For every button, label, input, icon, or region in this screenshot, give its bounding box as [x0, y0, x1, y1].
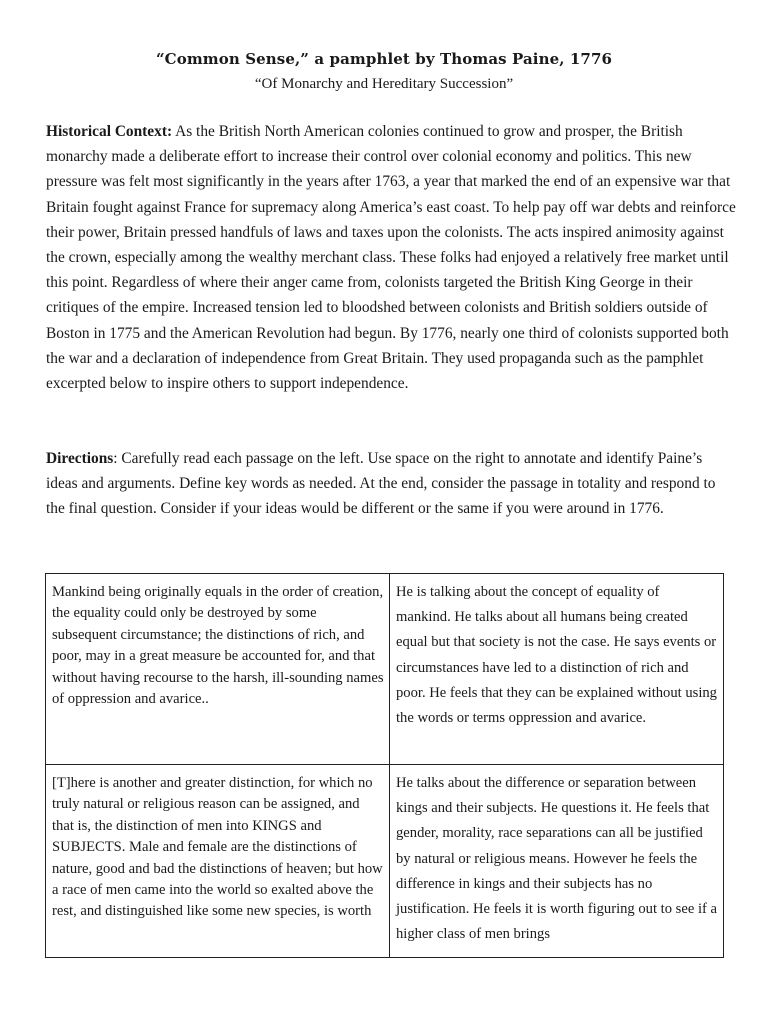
annotation-table — [45, 573, 724, 958]
historical-context-label: Historical Context: — [46, 123, 173, 140]
table-row — [46, 574, 724, 765]
annotation-text: He is talking about the concept of equality of mankind. He talks about all humans being created equal but that society is not the case. He says events or circumstances have led to a distinction of rich and poor. He feels that they can be explained without using the words or terms oppression and avarice. — [396, 584, 717, 727]
historical-context-text: As the British North American colonies continued to grow and prosper, the British monarchy made a deliberate effort to increase their control over colonial economy and politics. This new pressure was felt most significantly in the years after 1763, a year that marked the end of an expensive war that Britain fought against France for supremacy along America’s east coast. To help pay off war debts and reinforce their power, Britain pressed handfuls of laws and taxes upon the colonists. The acts inspired animosity against the crown, especially among the wealthy merchant class. These folks had enjoyed a relatively free market until this point. Regardless of where their anger came from, colonists targeted the British King George in their critiques of the empire. Increased tension led to bloodshed between colonists and British soldiers outside of Boston in 1775 and the American Revolution had begun. By 1776, nearly one third of colonists supported both the war and a declaration of independence from Great Britain. They used propaganda such as the pamphlet excerpted below to inspire others to support independence. — [46, 123, 736, 393]
annotation-text: He talks about the difference or separation between kings and their subjects. He questions it. He feels that gender, morality, race separations can all be justified by natural or religious means. However he feels the difference in kings and their subjects has no justification. He feels it is worth figuring out to see if a higher class of men brings — [396, 775, 717, 943]
historical-context-paragraph — [46, 119, 736, 396]
annotation-cell[interactable] — [390, 574, 724, 765]
document-title: “Common Sense,” a pamphlet by Thomas Paine, 1776 — [155, 50, 613, 68]
passage-cell — [46, 574, 390, 765]
passage-cell — [46, 765, 390, 958]
passage-text: Mankind being originally equals in the order of creation, the equality could only be destroyed by some subsequent circumstance; the distinctions of rich, and poor, may in a great measure be accounted for, and that without having recourse to the harsh, ill-sounding names of oppression and avarice.. — [52, 584, 384, 708]
directions-label: Directions — [46, 450, 114, 467]
passage-text: [T]here is another and greater distinction, for which no truly natural or religious reason can be assigned, and that is, the distinction of men into KINGS and SUBJECTS. Male and female are the distinctions of nature, good and bad the distinctions of heaven; but how a race of men came into the world so exalted above the rest, and distinguished like some new species, is worth — [52, 775, 383, 920]
document-subtitle: “Of Monarchy and Hereditary Succession” — [254, 76, 514, 92]
table-row — [46, 765, 724, 958]
directions-text: : Carefully read each passage on the left. Use space on the right to annotate and identify Paine’s ideas and arguments. Define key words as needed. At the end, consider the passage in totality and respond to the final question. Consider if your ideas would be different or the same if you were around in 1776. — [46, 450, 716, 518]
directions-paragraph — [46, 446, 736, 522]
annotation-cell[interactable] — [390, 765, 724, 958]
